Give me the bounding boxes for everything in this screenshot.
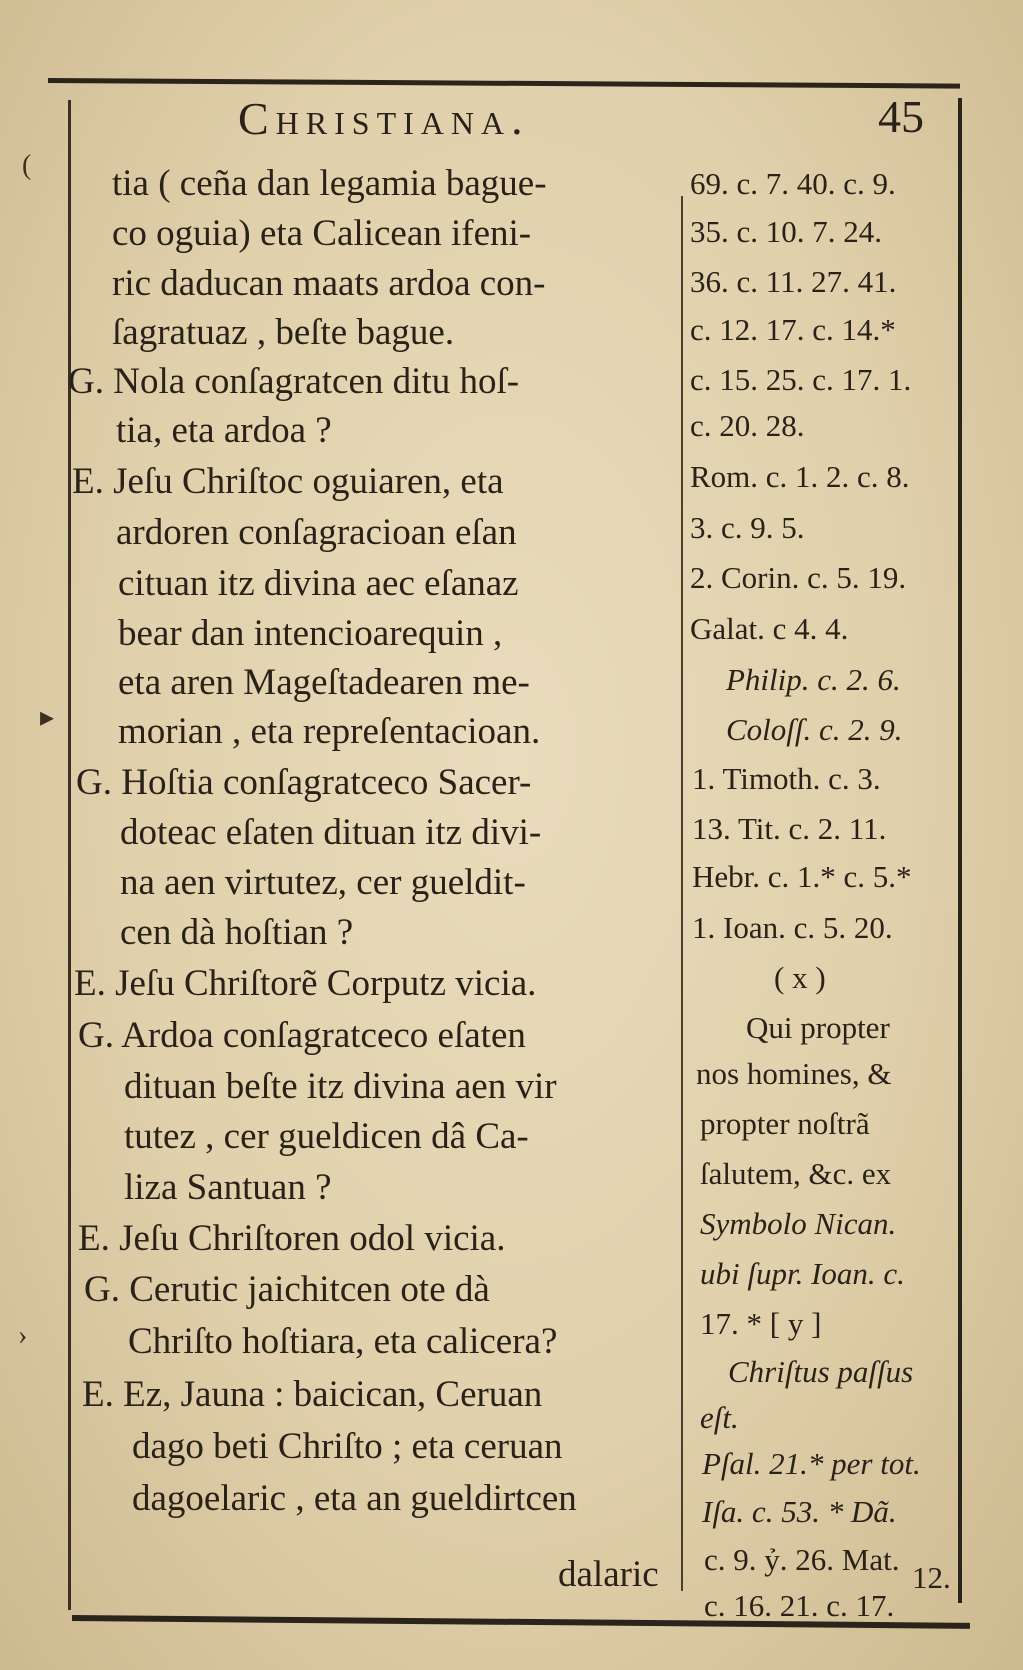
main-text-line: E. Ez, Jauna : baicican, Ceruan (82, 1374, 543, 1415)
margin-note: ubi ſupr. Ioan. c. (700, 1256, 905, 1291)
margin-note: ſalutem, &c. ex (700, 1156, 892, 1191)
margin-note: propter noſtrã (700, 1106, 870, 1141)
margin-arrow-icon: ▸ (40, 702, 55, 733)
main-text-line: G. Hoſtia conſagratceco Sacer- (76, 762, 532, 803)
main-text-line: G. Ardoa conſagratceco eſaten (78, 1015, 526, 1056)
main-text-line: dituan beſte itz divina aen vir (124, 1066, 557, 1107)
margin-note: Qui propter (746, 1010, 890, 1045)
main-text-line: na aen virtutez, cer gueldit- (120, 862, 526, 903)
margin-note: Iſa. c. 53. * Dã. (702, 1494, 897, 1529)
main-text-line: cituan itz divina aec eſanaz (118, 563, 519, 604)
main-text-line: G. Cerutic jaichitcen ote dà (84, 1269, 490, 1310)
main-text-line: morian , eta repreſentacioan. (118, 711, 541, 752)
margin-note: c. 12. 17. c. 14.* (690, 312, 896, 347)
margin-note: Pſal. 21.* per tot. (702, 1446, 921, 1481)
main-text-line: Chriſto hoſtiara, eta calicera? (128, 1321, 558, 1362)
main-text-line: E. Jeſu Chriſtoc oguiaren, eta (72, 461, 504, 502)
right-border-rule (958, 98, 962, 1603)
main-text-line: dago beti Chriſto ; eta ceruan (132, 1426, 563, 1467)
margin-note: c. 16. 21. c. 17. (704, 1588, 895, 1623)
running-head-title: Christiana. (238, 93, 530, 144)
page-number: 45 (878, 91, 924, 142)
main-text-line: tia, eta ardoa ? (116, 410, 332, 451)
margin-note: eſt. (700, 1400, 739, 1435)
margin-note: ( x ) (774, 960, 826, 995)
margin-note: Rom. c. 1. 2. c. 8. (690, 459, 910, 494)
main-text-line: tutez , cer gueldicen dâ Ca- (124, 1116, 529, 1157)
main-text-line: E. Jeſu Chriſtorẽ Corputz vicia. (74, 963, 537, 1004)
margin-mark-icon: › (18, 1320, 28, 1351)
margin-note: 36. c. 11. 27. 41. (690, 264, 897, 299)
main-text-line: ardoren conſagracioan eſan (116, 512, 517, 553)
margin-note: 3. c. 9. 5. (690, 510, 805, 545)
left-border-rule (68, 100, 71, 1610)
main-text-line: ſagratuaz , beſte bague. (112, 312, 455, 353)
margin-note: Chriſtus paſſus (728, 1354, 914, 1389)
top-rule (48, 78, 960, 89)
margin-note: 35. c. 10. 7. 24. (690, 214, 883, 249)
main-text-line: doteac eſaten dituan itz divi- (120, 812, 542, 853)
margin-note: c. 20. 28. (690, 408, 805, 443)
main-text-line: dagoelaric , eta an gueldirtcen (132, 1478, 577, 1519)
margin-note: Galat. c 4. 4. (690, 611, 849, 646)
margin-note: c. 9. ỷ. 26. Mat. (704, 1542, 900, 1577)
margin-note: 13. Tit. c. 2. 11. (692, 811, 887, 846)
main-text-line: liza Santuan ? (124, 1167, 332, 1208)
main-text-line: bear dan intencioarequin , (118, 613, 503, 654)
margin-note: Symbolo Nican. (700, 1206, 897, 1241)
main-text-line: ric daducan maats ardoa con- (112, 263, 546, 304)
catchword: dalaric (558, 1554, 659, 1595)
main-text-line: co oguia) eta Calicean ifeni- (112, 213, 532, 254)
margin-note: 1. Ioan. c. 5. 20. (692, 910, 893, 945)
column-divider-rule (681, 196, 683, 1591)
main-text-line: E. Jeſu Chriſtoren odol vicia. (78, 1218, 506, 1259)
main-text-line: eta aren Mageſtadearen me- (118, 662, 530, 703)
main-text-line: G. Nola conſagratcen ditu hoſ- (68, 361, 520, 402)
margin-note: Coloſſ. c. 2. 9. (726, 712, 903, 747)
main-text-line: cen dà hoſtian ? (120, 912, 354, 953)
margin-note: c. 15. 25. c. 17. 1. (690, 362, 912, 397)
margin-note: Hebr. c. 1.* c. 5.* (692, 859, 912, 894)
margin-note: 17. * [ y ] (700, 1306, 822, 1341)
margin-note: nos homines, & (696, 1056, 892, 1091)
margin-note: Philip. c. 2. 6. (726, 662, 901, 697)
margin-note: 1. Timoth. c. 3. (692, 761, 881, 796)
margin-note: 12. (912, 1560, 951, 1595)
main-text-line: tia ( ceña dan legamia bague- (112, 163, 547, 204)
margin-mark-icon: ( (22, 150, 32, 181)
margin-note: 69. c. 7. 40. c. 9. (690, 166, 896, 201)
margin-note: 2. Corin. c. 5. 19. (690, 560, 907, 595)
